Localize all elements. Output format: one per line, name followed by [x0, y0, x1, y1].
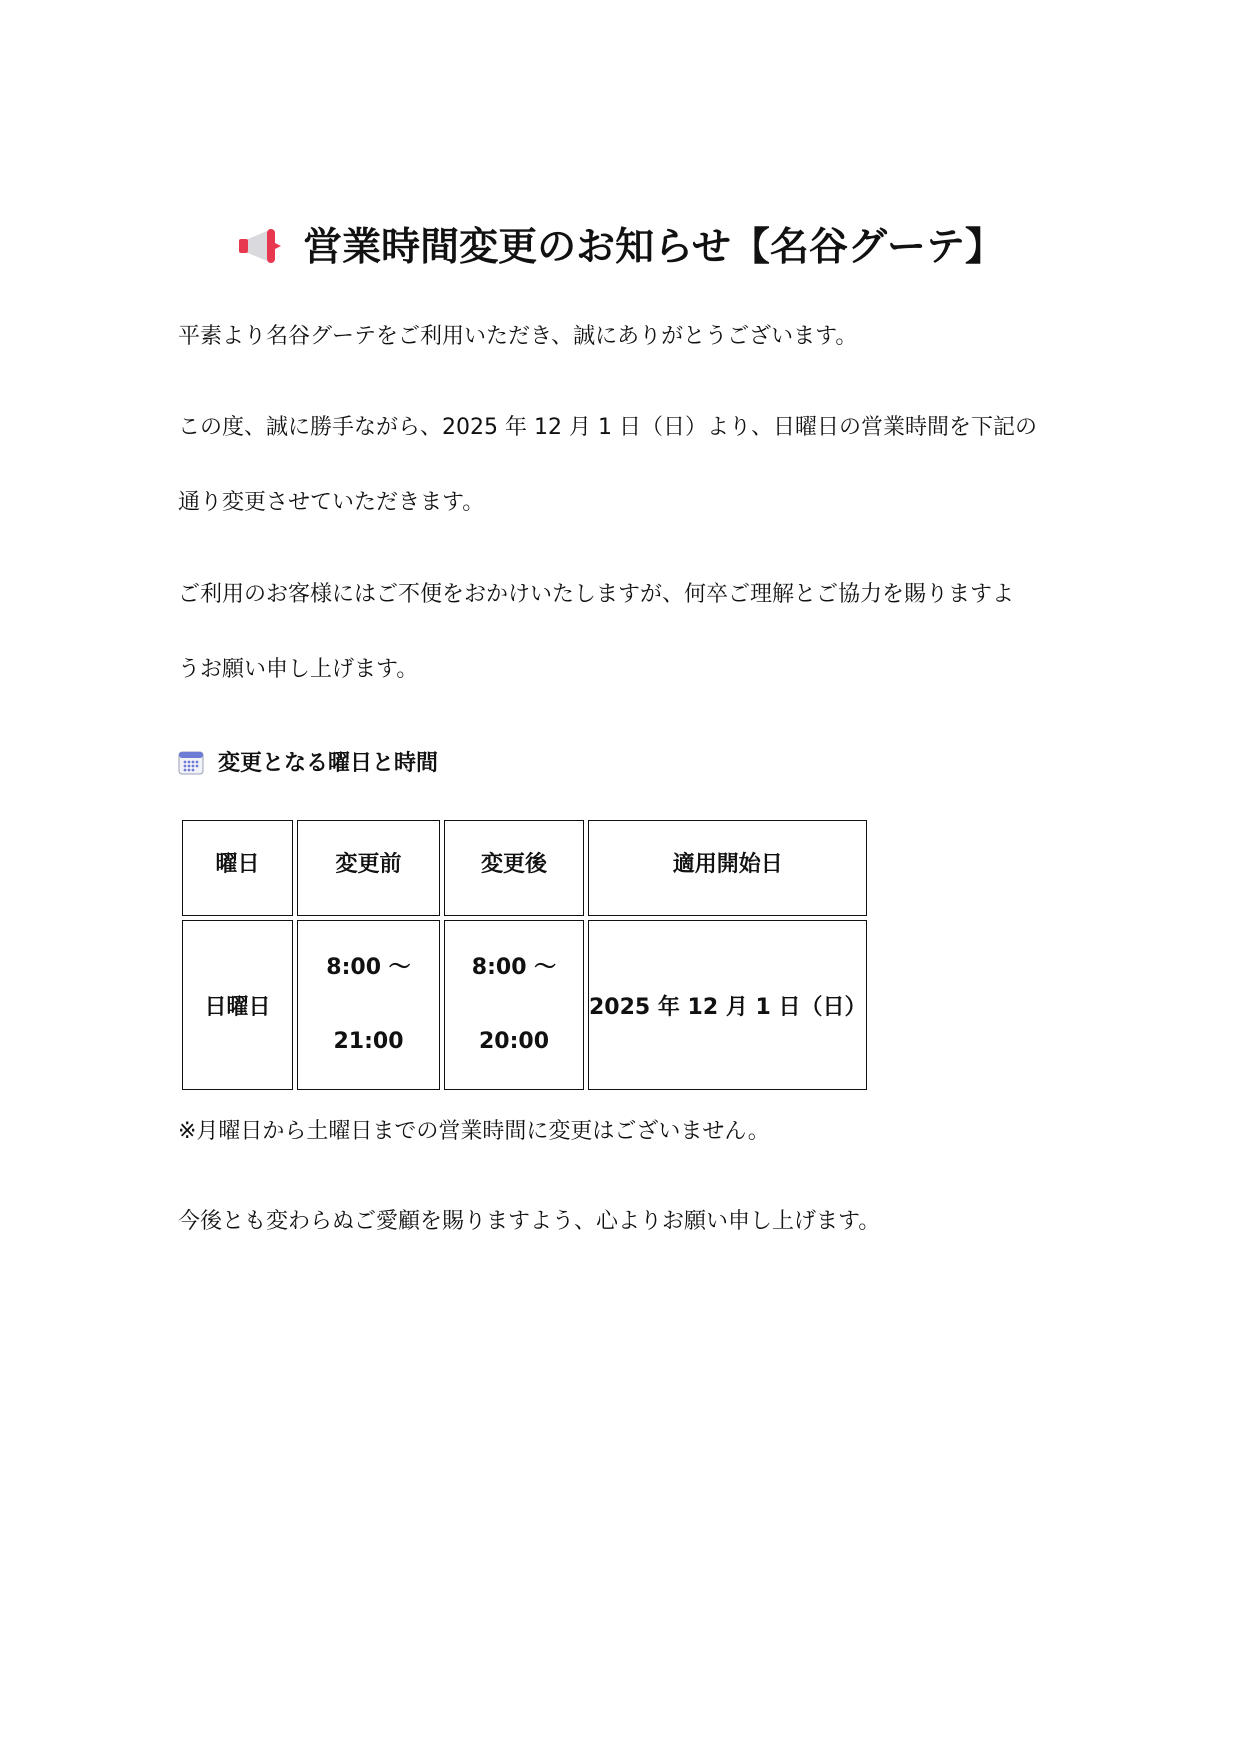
- header-after: 変更後: [444, 820, 584, 916]
- cell-effective-date: 2025 年 12 月 1 日（日）: [588, 920, 867, 1090]
- section-heading: [178, 746, 438, 782]
- table-row: [182, 920, 867, 1090]
- apology-paragraph-line2: うお願い申し上げます。: [178, 657, 419, 682]
- change-paragraph-line2: 通り変更させていただきます。: [178, 490, 485, 515]
- header-before: 変更前: [297, 820, 440, 916]
- cell-before-end: 21:00: [333, 1029, 404, 1054]
- page-title-text: 営業時間変更のお知らせ【名谷グーテ】: [303, 225, 1004, 270]
- page-title: [0, 218, 1241, 278]
- cell-day: 日曜日: [182, 920, 293, 1090]
- closing-paragraph: 今後とも変わらぬご愛顧を賜りますよう、心よりお願い申し上げます。: [178, 1209, 881, 1234]
- table-header-row: [182, 820, 867, 916]
- cell-before: [297, 920, 440, 1090]
- header-effective-date: 適用開始日: [588, 820, 867, 916]
- cell-before-start: 8:00 〜: [326, 955, 411, 980]
- hours-table: [178, 816, 871, 1094]
- cell-after-end: 20:00: [478, 1029, 550, 1054]
- header-day: 曜日: [182, 820, 293, 916]
- apology-paragraph-line1: ご利用のお客様にはご不便をおかけいたしますが、何卒ご理解とご協力を賜りますよ: [178, 582, 1015, 607]
- calendar-icon: [178, 749, 204, 775]
- section-heading-text: 変更となる曜日と時間: [218, 751, 439, 776]
- cell-after: [444, 920, 584, 1090]
- megaphone-icon: [237, 226, 283, 266]
- weekday-note: ※月曜日から土曜日までの営業時間に変更はございません。: [178, 1119, 770, 1144]
- cell-after-start: 8:00 〜: [471, 955, 557, 980]
- change-paragraph-line1: この度、誠に勝手ながら、2025 年 12 月 1 日（日）より、日曜日の営業時間を下記の: [178, 415, 1037, 440]
- greeting-paragraph: 平素より名谷グーテをご利用いただき、誠にありがとうございます。: [178, 324, 858, 349]
